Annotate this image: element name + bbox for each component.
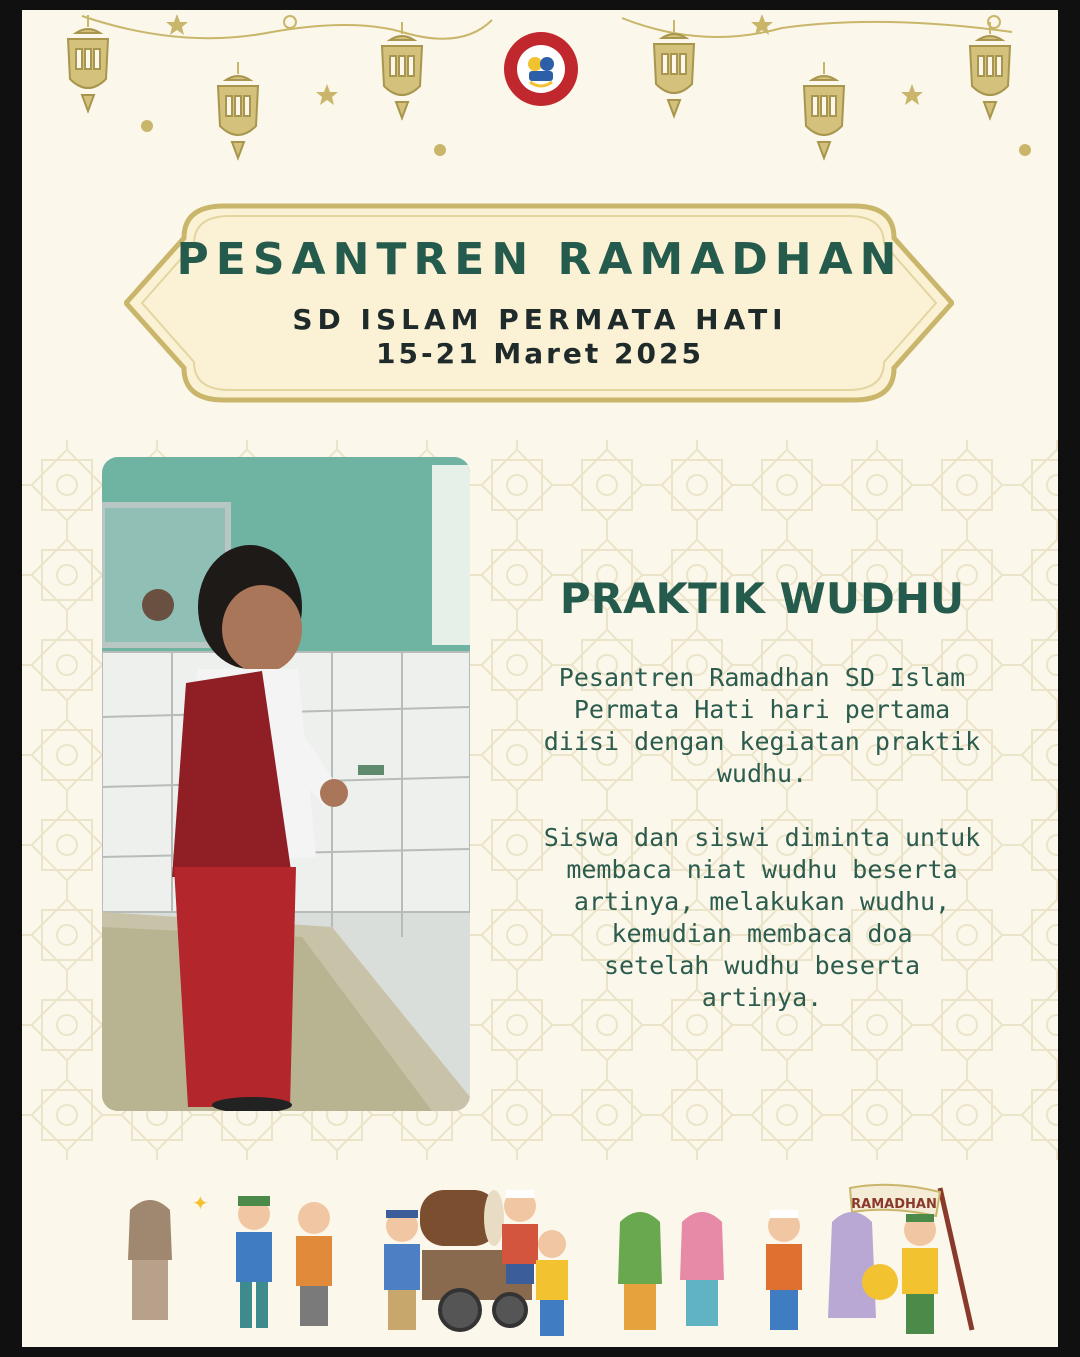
- banner-title: PESANTREN RAMADHAN: [176, 234, 904, 285]
- section-heading: PRAKTIK WUDHU: [559, 574, 965, 623]
- kid-4: [384, 1210, 420, 1330]
- ramadhan-kids-illustration: [22, 1170, 1058, 1340]
- kid-2: [236, 1196, 272, 1328]
- banner-school-name: SD ISLAM PERMATA HATI: [292, 303, 788, 336]
- kid-9: [766, 1210, 802, 1330]
- student-wudhu-photo: [102, 457, 470, 1111]
- school-logo: [502, 30, 580, 108]
- kid-7: [618, 1212, 662, 1330]
- kid-1: [128, 1191, 209, 1320]
- kid-5: [502, 1190, 538, 1284]
- description-paragraph-2: Siswa dan siswi diminta untuk membaca niat wudhu beserta artinya, melakukan wudhu, kemudian membaca doa setelah wudhu beserta artinya.: [543, 823, 981, 1012]
- svg-text:✦: ✦: [192, 1191, 209, 1215]
- flag-text: RAMADHAN: [851, 1197, 937, 1212]
- kid-10: [828, 1212, 898, 1318]
- kid-6: [536, 1230, 568, 1336]
- kid-8: [680, 1212, 724, 1326]
- kid-3: [296, 1202, 332, 1326]
- kid-11: [902, 1214, 938, 1334]
- poster: [22, 10, 1058, 1347]
- banner-date: 15-21 Maret 2025: [376, 337, 704, 370]
- description-paragraph-1: Pesantren Ramadhan SD Islam Permata Hati hari pertama diisi dengan kegiatan praktik wudhu.: [543, 663, 981, 788]
